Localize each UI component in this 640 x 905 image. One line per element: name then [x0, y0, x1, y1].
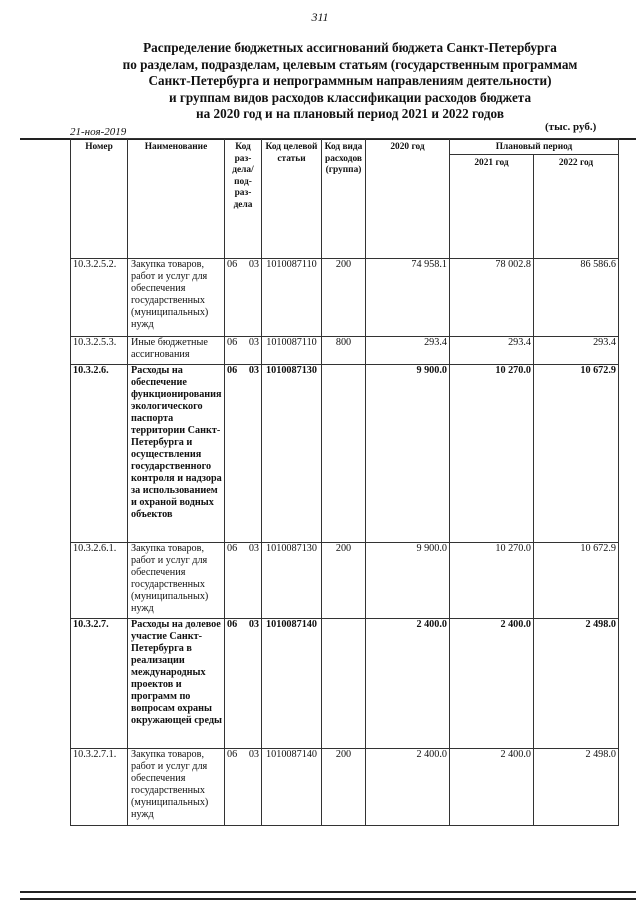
page-number: 311	[311, 10, 329, 24]
table-row	[71, 748, 619, 825]
row-section-code	[225, 748, 262, 825]
row-amount-2020: 74 958.1	[366, 258, 450, 336]
row-target-code: 1010087140	[262, 618, 322, 748]
row-number: 10.3.2.6.1.	[71, 542, 128, 618]
podrazdel: 03	[248, 748, 259, 760]
row-expense-type: 200	[322, 748, 366, 825]
row-amount-2020: 9 900.0	[366, 542, 450, 618]
row-name: Закупка товаров, работ и услуг для обеспечения государственных (муниципальных) нужд	[128, 258, 225, 336]
row-amount-2020: 2 400.0	[366, 618, 450, 748]
row-amount-2022: 2 498.0	[534, 748, 619, 825]
razdel: 06	[227, 364, 238, 376]
units-label: (тыс. руб.)	[545, 121, 597, 133]
table-row	[71, 364, 619, 542]
document-date: 21-ноя-2019	[70, 126, 127, 138]
row-section-code	[225, 258, 262, 336]
row-amount-2022: 10 672.9	[534, 542, 619, 618]
row-number: 10.3.2.5.2.	[71, 258, 128, 336]
header-section-code: Код раз-дела/ под-раз-дела	[225, 139, 262, 259]
row-amount-2022: 293.4	[534, 336, 619, 364]
podrazdel: 03	[248, 542, 259, 554]
row-name: Иные бюджетные ассигнования	[128, 336, 225, 364]
razdel: 06	[227, 542, 238, 554]
header-year-2021: 2021 год	[450, 154, 534, 258]
podrazdel: 03	[248, 618, 259, 630]
table-row	[71, 542, 619, 618]
document-title	[100, 40, 600, 123]
budget-table	[70, 138, 619, 826]
title-line: Распределение бюджетных ассигнований бюджета Санкт-Петербурга	[143, 40, 557, 55]
row-target-code: 1010087130	[262, 364, 322, 542]
row-name: Расходы на долевое участие Санкт-Петербурга в реализации международных проектов и программ по вопросам охраны окружающей среды	[128, 618, 225, 748]
title-line: на 2020 год и на плановый период 2021 и 2022 годов	[196, 106, 504, 121]
row-name: Расходы на обеспечение функционирования экологического паспорта территории Санкт-Петербурга и осуществления государственного контроля и надзора за использованием и охраной водных объектов	[128, 364, 225, 542]
row-number: 10.3.2.7.1.	[71, 748, 128, 825]
row-amount-2021: 78 002.8	[450, 258, 534, 336]
row-amount-2021: 2 400.0	[450, 618, 534, 748]
row-name: Закупка товаров, работ и услуг для обеспечения государственных (муниципальных) нужд	[128, 748, 225, 825]
row-expense-type	[322, 618, 366, 748]
row-expense-type: 200	[322, 258, 366, 336]
title-line: и группам видов расходов классификации расходов бюджета	[168, 89, 532, 105]
razdel: 06	[227, 748, 238, 760]
header-name: Наименование	[128, 139, 225, 259]
row-amount-2021: 293.4	[450, 336, 534, 364]
row-expense-type	[322, 364, 366, 542]
header-expense-type-code: Код вида расходов (группа)	[322, 139, 366, 259]
row-expense-type: 200	[322, 542, 366, 618]
header-target-code: Код целевой статьи	[262, 139, 322, 259]
podrazdel: 03	[248, 258, 259, 270]
row-amount-2021: 10 270.0	[450, 542, 534, 618]
row-section-code	[225, 364, 262, 542]
row-amount-2021: 10 270.0	[450, 364, 534, 542]
row-target-code: 1010087110	[262, 258, 322, 336]
row-section-code	[225, 336, 262, 364]
row-number: 10.3.2.6.	[71, 364, 128, 542]
row-number: 10.3.2.5.3.	[71, 336, 128, 364]
row-expense-type: 800	[322, 336, 366, 364]
header-year-2022: 2022 год	[534, 154, 619, 258]
header-number: Номер	[71, 139, 128, 259]
row-amount-2020: 293.4	[366, 336, 450, 364]
row-section-code	[225, 542, 262, 618]
bottom-rule	[20, 898, 636, 900]
row-name: Закупка товаров, работ и услуг для обеспечения государственных (муниципальных) нужд	[128, 542, 225, 618]
row-number: 10.3.2.7.	[71, 618, 128, 748]
podrazdel: 03	[248, 364, 259, 376]
row-target-code: 1010087140	[262, 748, 322, 825]
razdel: 06	[227, 258, 238, 270]
podrazdel: 03	[248, 336, 259, 348]
razdel: 06	[227, 336, 238, 348]
row-amount-2022: 10 672.9	[534, 364, 619, 542]
bottom-rule	[20, 891, 636, 893]
row-amount-2020: 9 900.0	[366, 364, 450, 542]
title-line: по разделам, подразделам, целевым статьям (государственным программам	[122, 56, 578, 72]
row-amount-2021: 2 400.0	[450, 748, 534, 825]
razdel: 06	[227, 618, 238, 630]
row-amount-2022: 2 498.0	[534, 618, 619, 748]
row-target-code: 1010087110	[262, 336, 322, 364]
header-year-2020: 2020 год	[366, 139, 450, 259]
title-line: Санкт-Петербурга и непрограммным направлениям деятельности)	[148, 73, 552, 88]
header-row	[71, 139, 619, 155]
row-amount-2020: 2 400.0	[366, 748, 450, 825]
header-planned-period: Плановый период	[450, 139, 619, 155]
table-row	[71, 258, 619, 336]
row-amount-2022: 86 586.6	[534, 258, 619, 336]
table-row	[71, 336, 619, 364]
table-row	[71, 618, 619, 748]
row-section-code	[225, 618, 262, 748]
row-target-code: 1010087130	[262, 542, 322, 618]
